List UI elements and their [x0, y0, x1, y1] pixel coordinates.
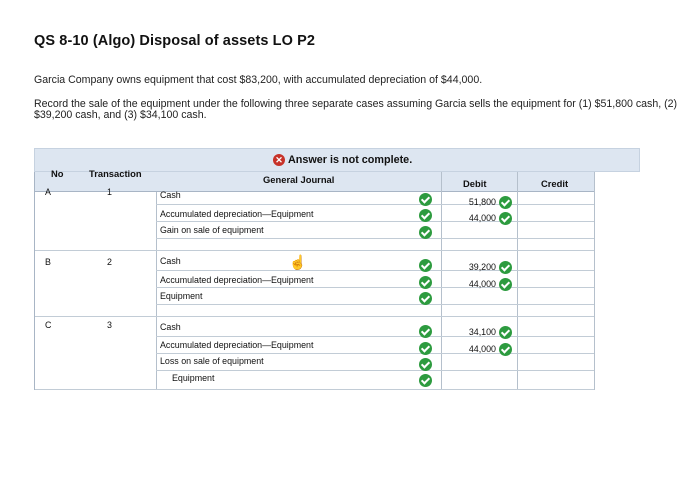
- debit-field[interactable]: 44,000: [468, 213, 496, 223]
- check-icon: [419, 325, 432, 338]
- row-divider: [35, 250, 594, 251]
- account-field[interactable]: Cash: [160, 256, 181, 266]
- header-credit: Credit: [541, 178, 569, 189]
- account-field[interactable]: Cash: [160, 190, 181, 200]
- row-divider: [156, 287, 594, 288]
- col-divider: [594, 172, 595, 390]
- check-icon: [419, 209, 432, 222]
- entry-no: B: [45, 257, 51, 267]
- row-divider: [156, 238, 594, 239]
- status-message: [273, 150, 412, 170]
- row-divider: [35, 389, 594, 390]
- entry-transaction: 1: [107, 187, 112, 197]
- account-field[interactable]: Accumulated depreciation—Equipment: [160, 340, 314, 350]
- check-icon: [419, 292, 432, 305]
- debit-field[interactable]: 39,200: [468, 262, 496, 272]
- check-icon: [499, 326, 512, 339]
- debit-field[interactable]: 44,000: [468, 344, 496, 354]
- account-field[interactable]: Accumulated depreciation—Equipment: [160, 209, 314, 219]
- check-icon: [419, 342, 432, 355]
- entry-transaction: 3: [107, 320, 112, 330]
- x-circle-icon: ✕: [273, 154, 285, 166]
- account-field[interactable]: Gain on sale of equipment: [160, 225, 264, 235]
- hand-cursor-icon: ☝: [289, 254, 307, 270]
- account-field[interactable]: Loss on sale of equipment: [160, 356, 264, 366]
- entry-no: A: [45, 187, 51, 197]
- header-transaction: Transaction: [89, 168, 142, 179]
- row-divider: [156, 370, 594, 371]
- row-divider: [156, 270, 594, 271]
- check-icon: [499, 196, 512, 209]
- check-icon: [499, 278, 512, 291]
- debit-field[interactable]: 44,000: [468, 279, 496, 289]
- account-field[interactable]: Cash: [160, 322, 181, 332]
- row-divider: [156, 353, 594, 354]
- check-icon: [499, 261, 512, 274]
- check-icon: [419, 374, 432, 387]
- entry-no: C: [45, 320, 52, 330]
- row-divider: [156, 336, 594, 337]
- question-instructions: Record the sale of the equipment under the following three separate cases assuming Garcia sells the equipment for (1) $51,800 cash, (2) $39,200 cash, and (3) $34,100 cash.: [34, 98, 678, 121]
- check-icon: [419, 193, 432, 206]
- row-divider: [156, 204, 594, 205]
- question-title: QS 8-10 (Algo) Disposal of assets LO P2: [34, 33, 316, 49]
- header-debit: Debit: [463, 178, 487, 189]
- check-icon: [419, 358, 432, 371]
- question-intro: Garcia Company owns equipment that cost $83,200, with accumulated depreciation of $44,000.: [34, 74, 483, 86]
- check-icon: [419, 226, 432, 239]
- debit-field[interactable]: 34,100: [468, 327, 496, 337]
- status-text: Answer is not complete.: [288, 154, 413, 166]
- check-icon: [499, 212, 512, 225]
- account-field[interactable]: Equipment: [160, 291, 203, 301]
- account-field[interactable]: Accumulated depreciation—Equipment: [160, 275, 314, 285]
- header-no: No: [51, 168, 64, 179]
- check-icon: [419, 276, 432, 289]
- header-general-journal: General Journal: [263, 174, 335, 185]
- check-icon: [419, 259, 432, 272]
- account-field[interactable]: Equipment: [172, 373, 215, 383]
- row-divider: [156, 304, 594, 305]
- row-divider: [35, 316, 594, 317]
- debit-field[interactable]: 51,800: [468, 197, 496, 207]
- entry-transaction: 2: [107, 257, 112, 267]
- check-icon: [499, 343, 512, 356]
- row-divider: [156, 221, 594, 222]
